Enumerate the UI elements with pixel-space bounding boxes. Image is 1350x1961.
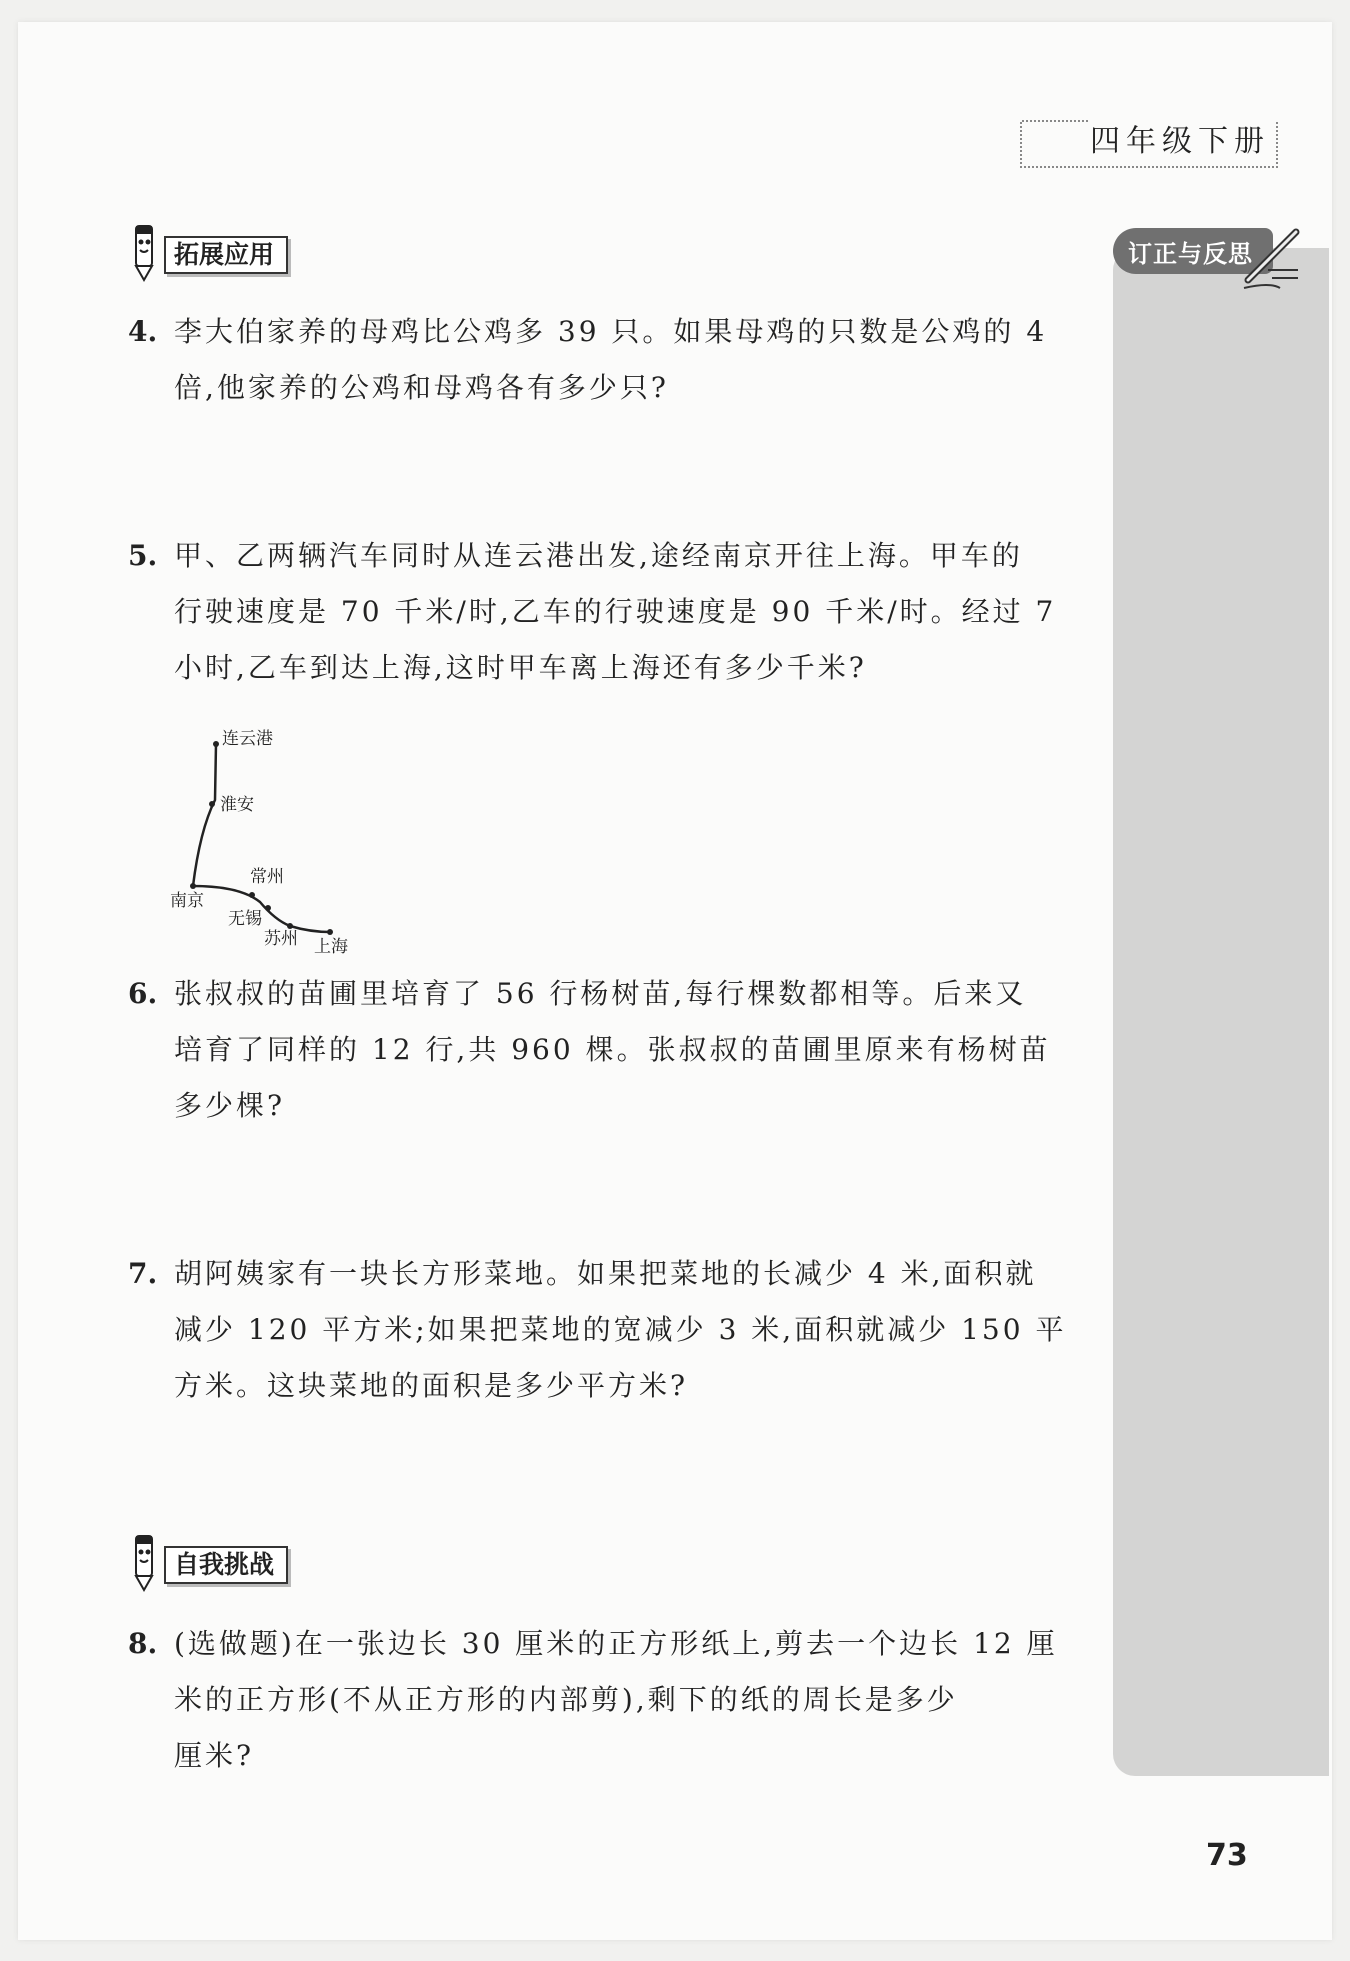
section-title: 自我挑战 bbox=[164, 1546, 288, 1584]
question-4 bbox=[128, 304, 1068, 416]
question-text-line: 厘米? bbox=[174, 1739, 255, 1772]
question-text-line: 米的正方形(不从正方形的内部剪),剩下的纸的周长是多少 bbox=[174, 1683, 958, 1716]
city-dot-wuxi bbox=[265, 905, 271, 911]
question-text-line: 小时,乙车到达上海,这时甲车离上海还有多少千米? bbox=[174, 651, 867, 684]
route-map bbox=[160, 720, 380, 960]
question-text-line: 甲、乙两辆汽车同时从连云港出发,途经南京开往上海。甲车的 bbox=[174, 539, 1023, 572]
question-text-line: 行驶速度是 70 千米/时,乙车的行驶速度是 90 千米/时。经过 7 bbox=[174, 595, 1057, 628]
pen-icon bbox=[1240, 222, 1310, 294]
question-number: 4. bbox=[128, 315, 158, 348]
question-text-line: (选做题)在一张边长 30 厘米的正方形纸上,剪去一个边长 12 厘 bbox=[174, 1627, 1058, 1660]
question-number: 6. bbox=[128, 977, 158, 1010]
section-title: 拓展应用 bbox=[164, 236, 288, 274]
city-label: 淮安 bbox=[220, 795, 254, 815]
correction-title: 订正与反思 bbox=[1128, 240, 1253, 268]
section-challenge bbox=[128, 1540, 408, 1580]
grade-label: 四年级下册 bbox=[1090, 124, 1270, 159]
question-5 bbox=[128, 528, 1068, 696]
question-text-line: 培育了同样的 12 行,共 960 棵。张叔叔的苗圃里原来有杨树苗 bbox=[174, 1033, 1051, 1066]
question-text-line: 减少 120 平方米;如果把菜地的宽减少 3 米,面积就减少 150 平 bbox=[174, 1313, 1067, 1346]
city-dot-changzhou bbox=[249, 892, 255, 898]
question-text-line: 多少棵? bbox=[174, 1089, 286, 1122]
city-dot-huaian bbox=[209, 801, 215, 807]
question-text-line: 胡阿姨家有一块长方形菜地。如果把菜地的长减少 4 米,面积就 bbox=[174, 1257, 1037, 1290]
city-dot-nanjing bbox=[190, 883, 196, 889]
city-label: 上海 bbox=[314, 937, 348, 957]
question-number: 7. bbox=[128, 1257, 158, 1290]
correction-panel bbox=[1113, 248, 1329, 1776]
city-label: 苏州 bbox=[264, 929, 298, 949]
city-dot-shanghai bbox=[327, 929, 333, 935]
city-label: 连云港 bbox=[222, 729, 273, 749]
question-number: 8. bbox=[128, 1627, 158, 1660]
question-number: 5. bbox=[128, 539, 158, 572]
section-extension bbox=[128, 230, 408, 270]
page-number: 73 bbox=[1206, 1838, 1248, 1873]
city-label: 常州 bbox=[250, 867, 284, 887]
city-label: 南京 bbox=[170, 891, 204, 911]
route-line bbox=[193, 744, 330, 932]
question-6 bbox=[128, 966, 1068, 1134]
city-dot-lianyungang bbox=[213, 741, 219, 747]
question-text-line: 倍,他家养的公鸡和母鸡各有多少只? bbox=[174, 371, 669, 404]
question-8 bbox=[128, 1616, 1068, 1784]
pencil-mascot-icon bbox=[128, 222, 160, 284]
question-text-line: 方米。这块菜地的面积是多少平方米? bbox=[174, 1369, 689, 1402]
city-label: 无锡 bbox=[228, 909, 262, 929]
pencil-mascot-icon bbox=[128, 1532, 160, 1594]
question-text-line: 李大伯家养的母鸡比公鸡多 39 只。如果母鸡的只数是公鸡的 4 bbox=[174, 315, 1048, 348]
question-text-line: 张叔叔的苗圃里培育了 56 行杨树苗,每行棵数都相等。后来又 bbox=[174, 977, 1027, 1010]
question-7 bbox=[128, 1246, 1068, 1414]
